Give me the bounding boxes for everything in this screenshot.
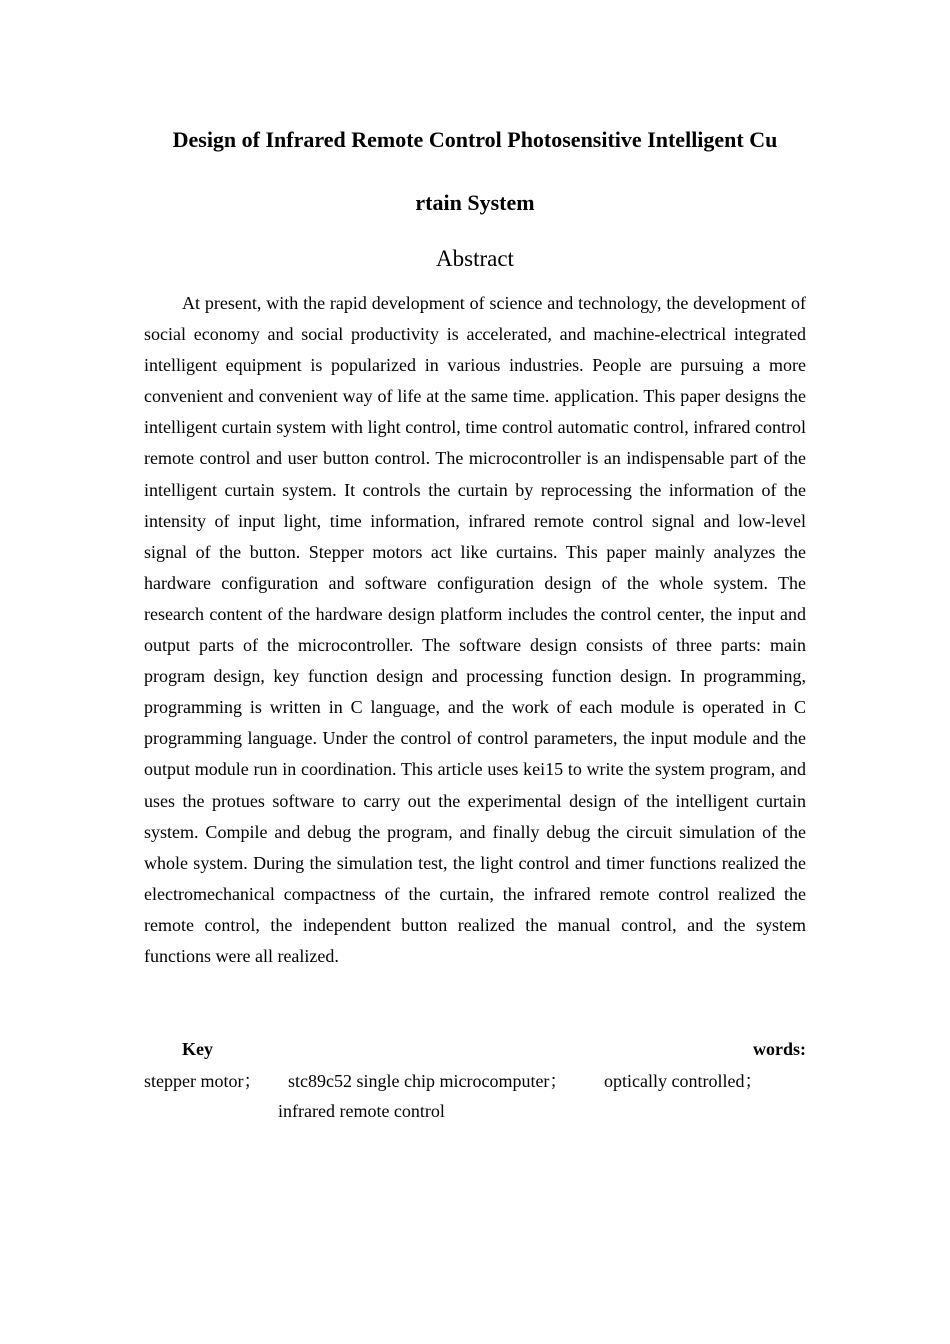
keyword-item: optically controlled； [604,1071,763,1091]
keywords-label-words: words: [753,1039,806,1059]
abstract-heading: Abstract [436,246,514,271]
paper-title-line-1: Design of Infrared Remote Control Photosensitive Intelligent Cu [172,127,778,152]
keyword-item: infrared remote control [278,1101,445,1121]
keywords-label-key: Key [182,1039,213,1059]
abstract-body: At present, with the rapid development of science and technology, the development of social economy and social productivity is accelerated, and machine-electrical integrated intelligent equipment is popularized in various industries. People are pursuing a more convenient and convenient way of life at the same time. application. This paper designs the intelligent curtain system with light control, time control automatic control, infrared control remote control and user button control. The microcontroller is an indispensable part of the intelligent curtain system. It controls the curtain by reprocessing the information of the intensity of input light, time information, infrared remote control signal and low-level signal of the button. Stepper motors act like curtains. This paper mainly analyzes the hardware configuration and software configuration design of the whole system. The research content of the hardware design platform includes the control center, the input and output parts of the microcontroller. The software design consists of three parts: main program design, key function design and processing function design. In programming, programming is written in C language, and the work of each module is operated in C programming language. Under the control of control parameters, the input module and the output module run in coordination. This article uses kei15 to write the system program, and uses the protues software to carry out the experimental design of the intelligent curtain system. Compile and debug the program, and finally debug the circuit simulation of the whole system. During the simulation test, the light control and timer functions realized the electromechanical compactness of the curtain, the infrared remote control realized the remote control, the independent button realized the manual control, and the system functions were all realized. [144,293,806,966]
paper-title-line-2: rtain System [415,190,535,215]
keyword-item: stc89c52 single chip microcomputer； [288,1071,568,1091]
keyword-item: stepper motor； [144,1071,262,1091]
